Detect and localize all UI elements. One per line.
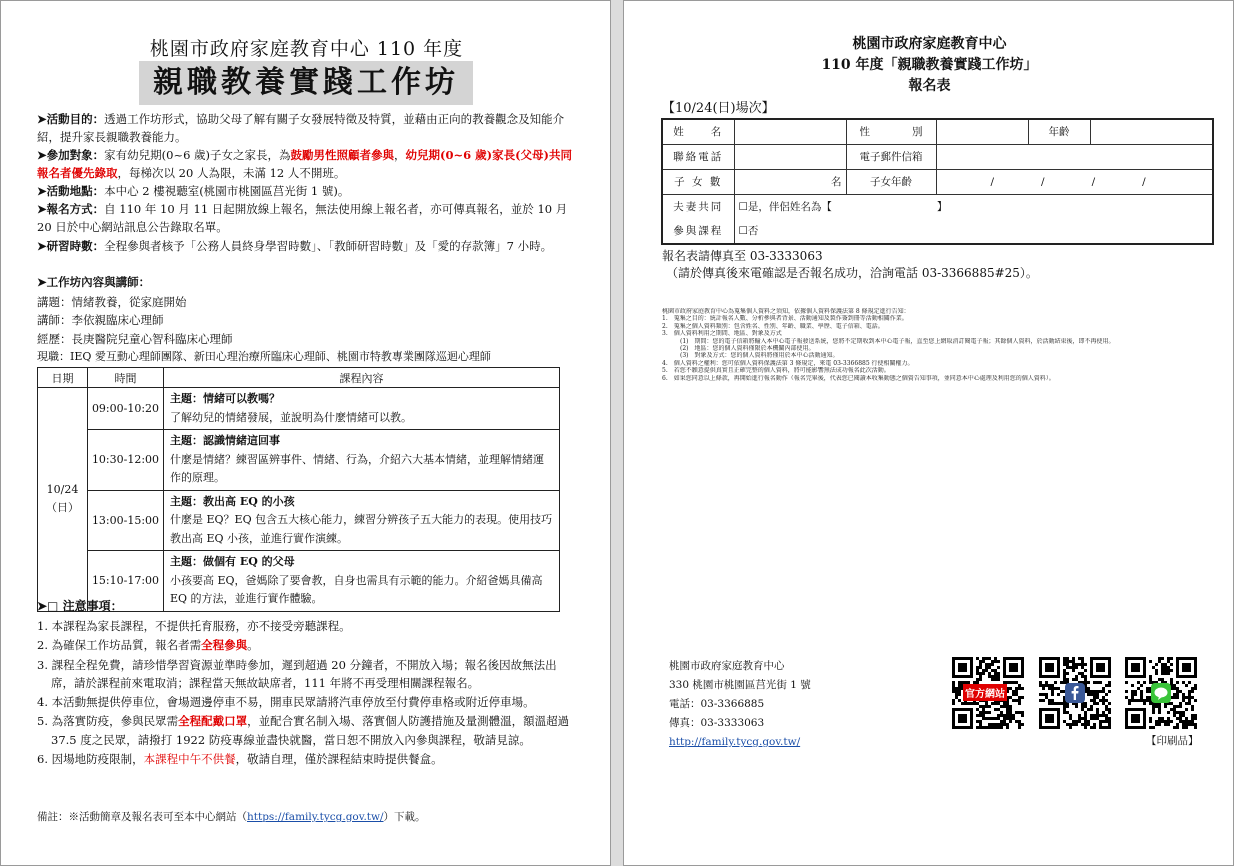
couple-label-2: 參與課程 <box>673 224 724 237</box>
couple-yes-checkbox[interactable]: ☐是，伴侶姓名為【 】 <box>738 200 948 213</box>
contact-org: 桃園市政府家庭教育中心 <box>669 660 785 672</box>
contact-tel: 電話：03-3366885 <box>669 698 765 710</box>
list-item: 3. 課程全程免費，請珍惜學習資源並準時參加，遲到超過 20 分鐘者，不開放入場；報名後因故無法出席，請於課程前來電取消；課程當天無故缺席者，111 年將不再受理相關課程報名。 <box>37 657 557 690</box>
schedule-header-row <box>38 368 560 388</box>
speaker-current: 現職：IEQ 愛互動心理師團隊、新田心理治療所臨床心理師、桃園市特教專業團隊巡迴心理師 <box>37 350 491 363</box>
name-label: 姓 名 <box>662 119 734 144</box>
note-text: 。 <box>247 638 259 653</box>
speaker-experience: 經歷：長庚醫院兒童心智科臨床心理師 <box>37 332 233 346</box>
children-unit: 名 <box>831 176 842 188</box>
privacy-line: (3) 對象及方式：您的個人資料將僅用於本中心活動通知。 <box>680 352 839 360</box>
target-section <box>37 146 582 182</box>
col-content: 課程內容 <box>164 368 560 388</box>
session-desc: 什麼是 EQ？EQ 包含五大核心能力，練習分辨孩子五大能力的表現。使用技巧教出高 EQ 小孩，並進行實作演練。 <box>170 513 553 545</box>
privacy-line: (2) 地區：您的個人資料僅限於本機關內部使用。 <box>680 345 815 353</box>
signup-section <box>37 200 582 236</box>
printed-matter-label: 【印刷品】 <box>1146 735 1199 747</box>
registration-form <box>661 118 1214 245</box>
remark <box>37 809 426 824</box>
form-program: 110 年度「親職教養實踐工作坊」 <box>821 57 1038 73</box>
privacy-line: 6. 如果您同意以上條款，再開始進行報名動作（報名完畢後，代表您已閱讀本收集動態之個資告知事項，並同意本中心處理及利用您的個人資料）。 <box>662 374 1055 382</box>
privacy-line: 桃園市政府家庭教育中心為蒐集個人資料之須知，依據個人資料保護法第 8 條規定進行告知： <box>662 308 910 315</box>
session-desc: 什麼是情緒？練習區辨事件、情緒、行為，介紹六大基本情緒，並理解情緒運作的原理。 <box>170 452 544 484</box>
target-text-1: 家有幼兒期(0~6 歲)子女之家長，為 <box>104 148 291 162</box>
brochure-page <box>0 0 611 866</box>
note-text: ，並配合實名制入場、落實個人防護措施及量測體溫，額溫超過 37.5 度之民眾，請撥打 1922 防疫專線並盡快就醫，當日恕不開放入內參與課程，敬請見諒。 <box>51 714 570 747</box>
child-age-label: 子女年齡 <box>846 169 936 194</box>
age-field[interactable] <box>1090 119 1213 144</box>
facebook-icon <box>1065 683 1085 703</box>
hours-section <box>37 237 582 255</box>
signup-label: ➤報名方式： <box>37 202 105 216</box>
list-item <box>37 636 577 654</box>
children-label: 子 女 數 <box>662 169 734 194</box>
note-highlight: 全程配戴口罩 <box>178 714 248 729</box>
note-highlight: 全程參與 <box>201 638 248 653</box>
brochure-title: 親職教養實踐工作坊 <box>139 61 473 105</box>
note-highlight: 本課程中午不供餐 <box>143 752 236 767</box>
remark-prefix: 備註：※活動簡章及報名表可至本中心網站（ <box>37 811 247 823</box>
table-row <box>38 430 560 491</box>
session-content <box>164 388 560 430</box>
qr-official-label: 官方網站 <box>963 684 1007 701</box>
venue-label: ➤活動地點： <box>37 184 105 198</box>
session-content <box>164 430 560 491</box>
list-item <box>37 750 577 768</box>
speaker-topic: 講題：情緒教養，從家庭開始 <box>37 295 187 309</box>
website-link[interactable]: https://family.tycg.gov.tw/ <box>247 811 384 823</box>
registration-page <box>623 0 1234 866</box>
list-item: 1. 本課程為家長課程，不提供托育服務，亦不接受旁聽課程。 <box>37 619 351 633</box>
contact-url[interactable]: http://family.tycg.gov.tw/ <box>669 736 801 748</box>
contact-fax: 傳真：03-3333063 <box>669 717 765 729</box>
name-field[interactable] <box>734 119 846 144</box>
privacy-notice <box>662 308 1202 382</box>
brochure-subtitle: 桃園市政府家庭教育中心 110 年度 <box>149 38 464 60</box>
form-title: 報名表 <box>908 78 951 94</box>
table-row <box>662 119 1213 144</box>
venue-section <box>37 182 582 200</box>
col-date: 日期 <box>38 368 88 388</box>
session-time: 09:00-10:20 <box>88 388 164 430</box>
couple-options <box>734 194 1213 244</box>
purpose-text: 透過工作坊形式，協助父母了解有關子女發展特徵及特質，並藉由正向的教養觀念及知能介紹，提升家長親職教養能力。 <box>37 112 565 144</box>
session-time: 15:10-17:00 <box>88 551 164 612</box>
privacy-line: 3. 個人資料利用之期間、地區、對象及方式 <box>662 330 782 338</box>
list-item <box>37 712 577 749</box>
table-row <box>662 194 1213 244</box>
privacy-line: (1) 期間：您的電子信箱將輸入本中心電子報發送系統，您將不定期收到本中心電子報，直至您上網取消訂閱電子報；其餘個人資料，於活動結束後，即不再使用。 <box>680 337 1115 345</box>
email-field[interactable] <box>936 144 1213 169</box>
session-title: 主題：教出高 EQ 的小孩 <box>170 494 295 508</box>
list-item: 4. 本活動無提供停車位，會場週邊停車不易，開車民眾請將汽車停放至付費停車格或附近停車場。 <box>37 695 535 710</box>
notes-list <box>37 617 577 769</box>
hours-text: 全程參與者核予「公務人員終身學習時數」、「教師研習時數」及「愛的存款簿」7 小時。 <box>104 239 553 253</box>
note-text: 6. 因場地防疫限制， <box>37 752 144 767</box>
note-text: 5. 為落實防疫，參與民眾需 <box>37 714 179 729</box>
privacy-line: 5. 若您不願意提供真實且正確完整的個人資料，將可能影響無法成功報名此次活動。 <box>662 367 890 375</box>
fax-note: （請於傳真後來電確認是否報名成功，洽詢電話 03-3366885#25）。 <box>666 266 1038 280</box>
schedule-date <box>38 388 88 612</box>
schedule-weekday: （日） <box>46 501 79 515</box>
session-desc: 了解幼兒的情緒發展，並說明為什麼情緒可以教。 <box>170 410 412 424</box>
table-row <box>38 388 560 430</box>
phone-label: 聯絡電話 <box>662 144 734 169</box>
table-row <box>662 169 1213 194</box>
session-title: 主題：認識情緒這回事 <box>170 434 280 447</box>
child-age-field[interactable]: / / / / <box>936 169 1213 194</box>
target-highlight-2: 幼兒期(0~6 歲)家長(父母)共同報名者優先錄取 <box>37 148 572 180</box>
purpose-label: ➤活動目的： <box>37 112 105 126</box>
qr-line[interactable] <box>1125 657 1197 729</box>
contact-block <box>669 657 811 752</box>
privacy-line: 1. 蒐集之目的：統計報名人數、分析參與者背景、活動通知及製作簽到冊等活動相關作業。 <box>662 315 908 323</box>
form-org: 桃園市政府家庭教育中心 <box>852 36 1007 52</box>
qr-facebook[interactable] <box>1039 657 1111 729</box>
session-title: 主題：做個有 EQ 的父母 <box>170 555 295 568</box>
qr-official-website[interactable] <box>952 657 1024 729</box>
remark-suffix: ）下載。 <box>383 811 426 823</box>
target-text-2: ， <box>394 148 406 162</box>
workshop-heading: ➤工作坊內容與講師： <box>37 275 151 289</box>
couple-label-1: 夫妻共同 <box>673 200 724 213</box>
notes-heading: ➤□ 注意事項： <box>37 599 123 613</box>
privacy-line: 4. 個人資料之權利：您可依個人資料保護法第 3 條規定，來電 03-3366885 行使相關權力。 <box>662 359 914 367</box>
session-time: 10:30-12:00 <box>88 430 164 491</box>
table-row <box>662 144 1213 169</box>
couple-label <box>662 194 734 244</box>
table-row <box>38 490 560 551</box>
signup-text: 自 110 年 10 月 11 日起開放線上報名，無法使用線上報名者，亦可傳真報名，並於 10 月 20 日於中心網站訊息公告錄取名單。 <box>37 202 568 234</box>
gender-label: 性 別 <box>846 119 936 144</box>
couple-no-checkbox[interactable]: ☐否 <box>738 224 759 237</box>
contact-address: 330 桃園市桃園區莒光街 1 號 <box>669 679 811 691</box>
session-title: 主題：情緒可以教嗎？ <box>170 392 280 405</box>
fax-instruction: 報名表請傳真至 03-3333063 <box>662 249 823 263</box>
hours-label: ➤研習時數： <box>37 239 105 253</box>
phone-field[interactable] <box>734 144 846 169</box>
session-content <box>164 490 560 551</box>
col-time: 時間 <box>88 368 164 388</box>
session-time: 13:00-15:00 <box>88 490 164 551</box>
target-highlight-1: 鼓勵男性照顧者參與 <box>290 148 395 162</box>
note-text: 2. 為確保工作坊品質，報名者需 <box>37 638 202 653</box>
schedule-date-value: 10/24 <box>46 483 79 497</box>
gender-field[interactable] <box>936 119 1028 144</box>
email-label: 電子郵件信箱 <box>846 144 936 169</box>
schedule-table <box>37 367 560 612</box>
speaker-name: 講師：李依親臨床心理師 <box>37 313 164 327</box>
session-label: 【10/24(日)場次】 <box>662 101 775 116</box>
session-content <box>164 551 560 612</box>
purpose-section <box>37 110 582 146</box>
target-label: ➤參加對象： <box>37 148 105 162</box>
children-field[interactable] <box>734 169 846 194</box>
target-text-3: ，每梯次以 20 人為限，未滿 12 人不開班。 <box>117 166 346 180</box>
privacy-line: 2. 蒐集之個人資料類別：包含姓名、性別、年齡、職業、學歷、電子信箱、電話。 <box>662 322 884 330</box>
session-desc: 小孩要高 EQ，爸媽除了要會教，自身也需具有示範的能力。介紹爸媽具備高 EQ 的方法，並進行實作體驗。 <box>170 573 543 605</box>
age-label: 年齡 <box>1028 119 1090 144</box>
note-text: ，敬請自理，僅於課程結束時提供餐盒。 <box>235 752 443 767</box>
venue-text: 本中心 2 樓視聽室(桃園市桃園區莒光街 1 號)。 <box>104 184 350 198</box>
line-icon <box>1151 683 1171 703</box>
